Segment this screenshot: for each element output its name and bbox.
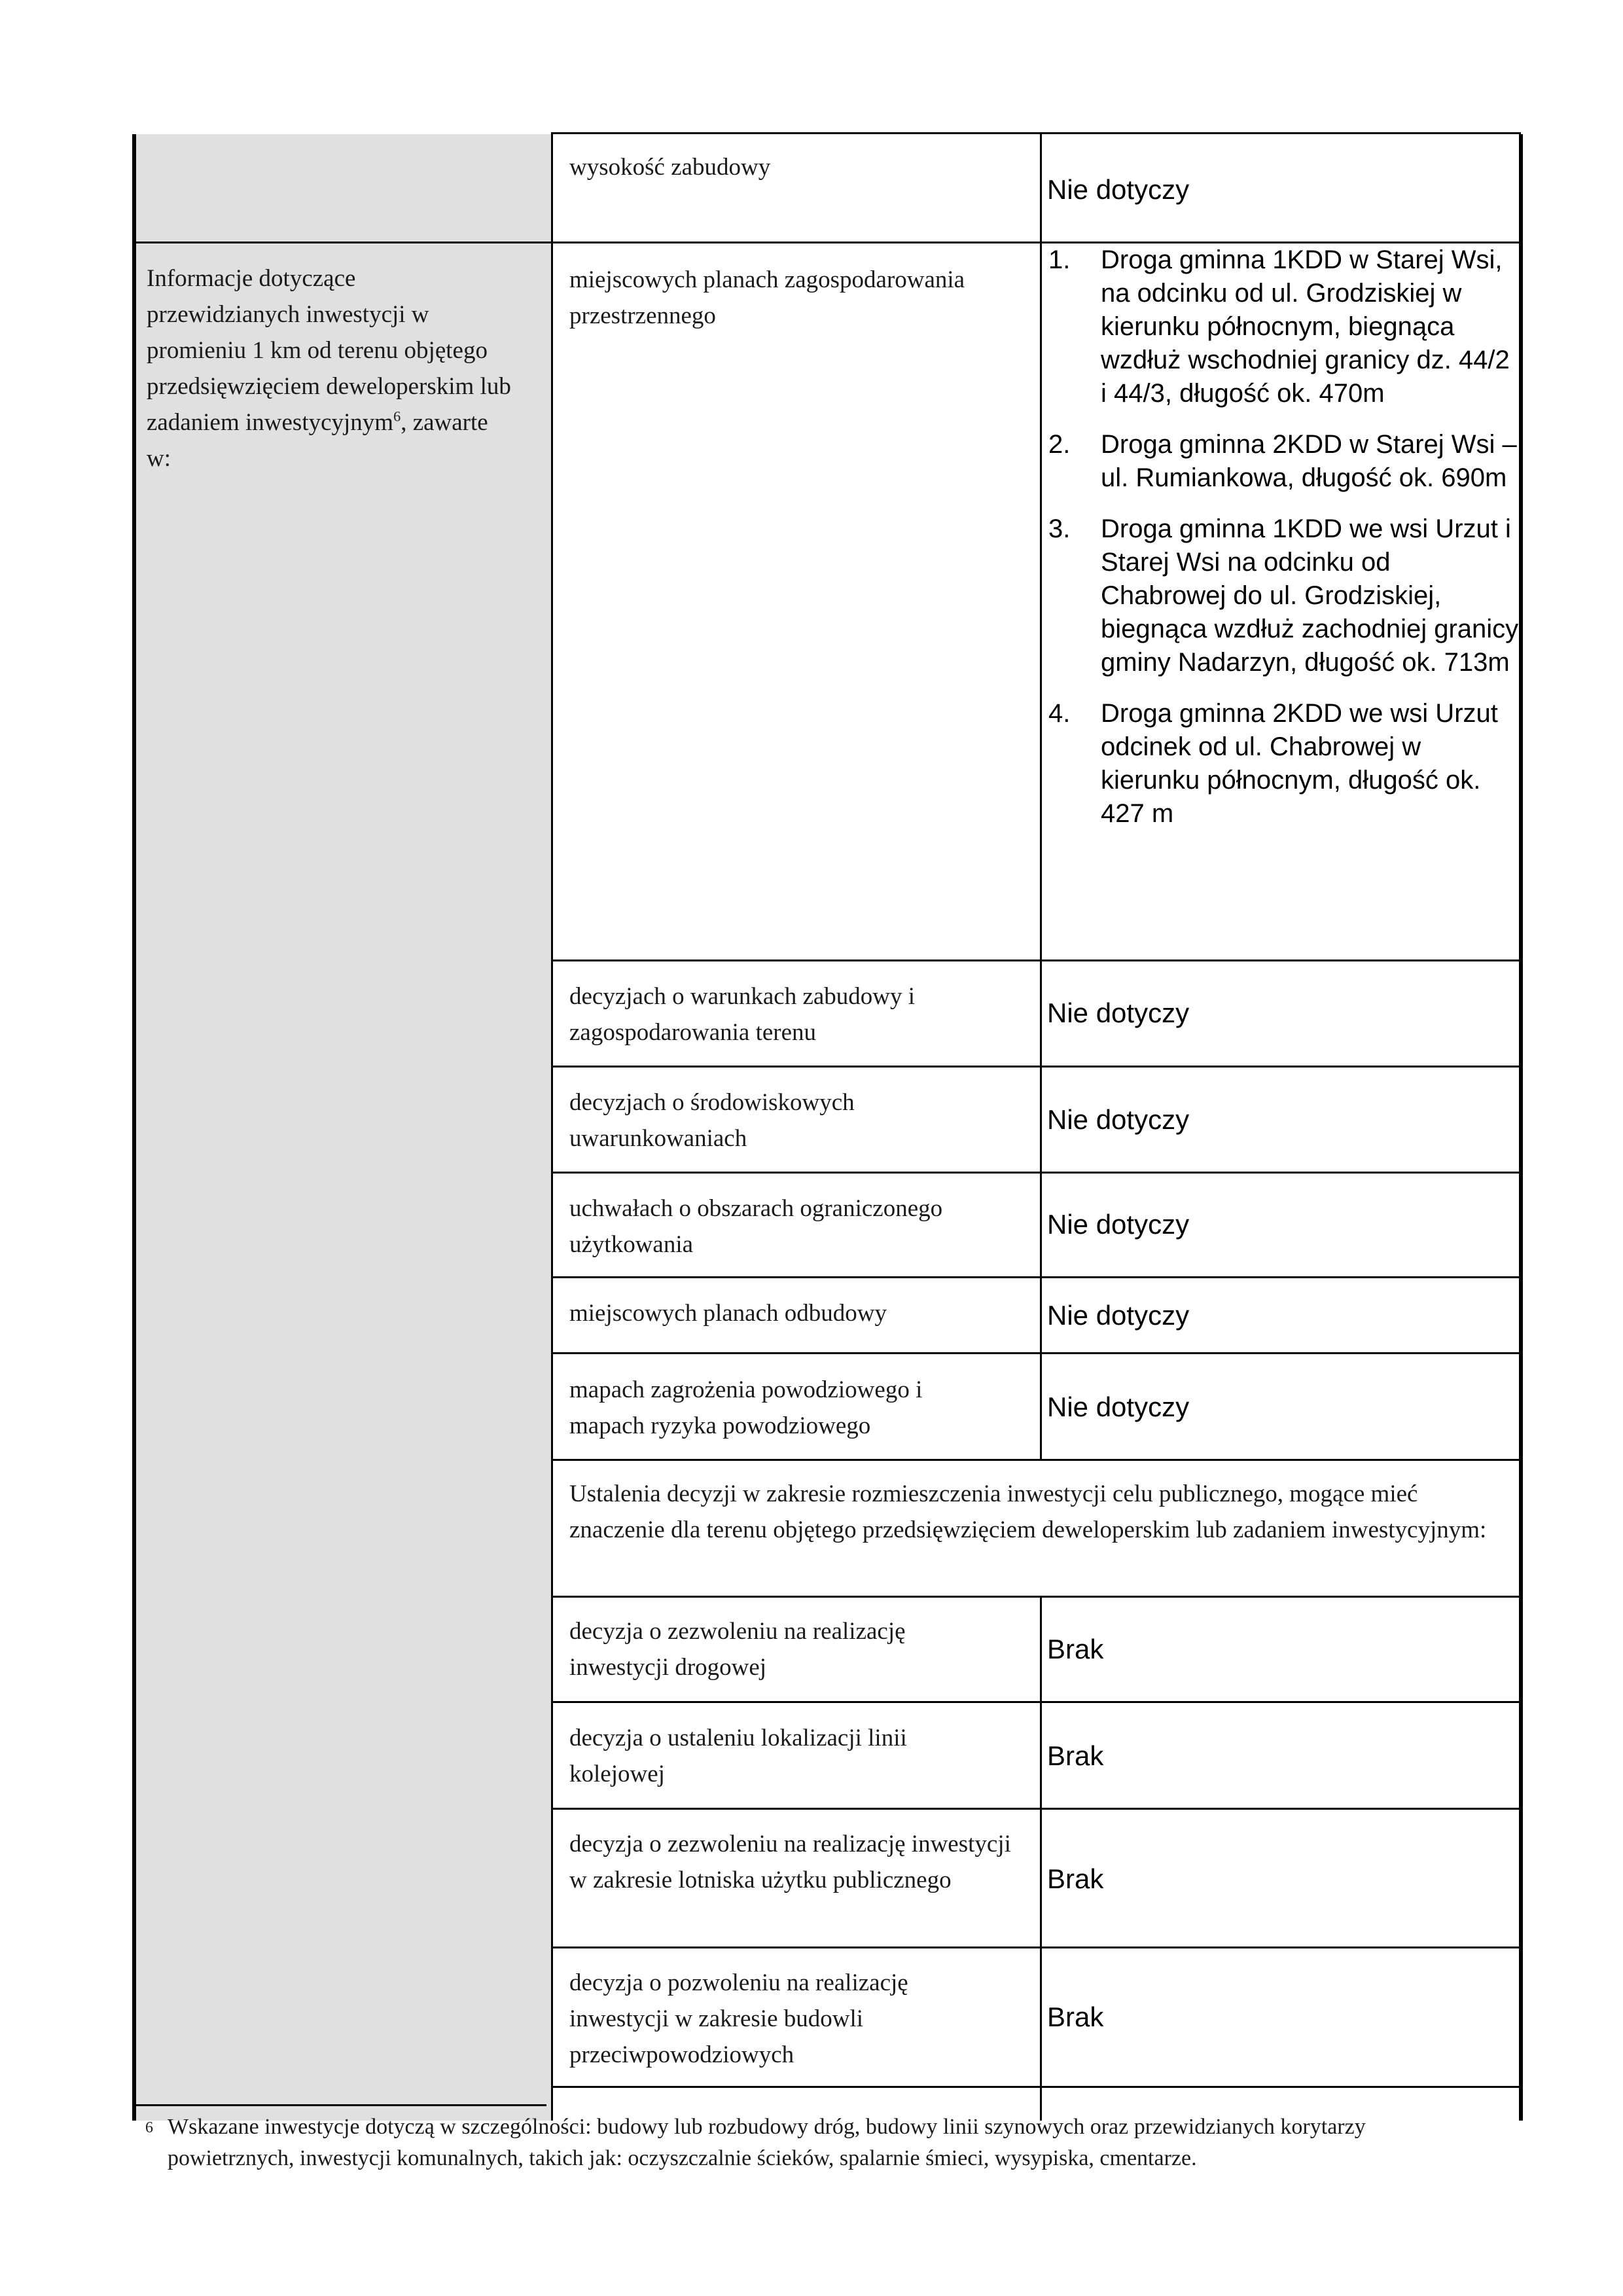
table-row-value: Nie dotyczy (1047, 1209, 1190, 1240)
list-item-text: Droga gminna 2KDD w Starej Wsi – ul. Rumiankowa, długość ok. 690m (1101, 430, 1517, 492)
table-left-border (132, 134, 136, 2121)
row-line-7 (551, 1459, 1521, 1461)
row-line-bottom (551, 2086, 1521, 2088)
row-line-5 (551, 1276, 1521, 1278)
row-line-10 (551, 1808, 1521, 1810)
list-item-number: 2. (1048, 430, 1071, 459)
table-row-label: decyzja o zezwoleniu na realizację inwestycji w zakresie lotniska użytku publicznego (569, 1831, 1011, 1893)
table-row-value: Nie dotyczy (1047, 997, 1190, 1028)
row-line-9 (551, 1701, 1521, 1703)
table-row-label: decyzja o ustaleniu lokalizacji linii kolejowej (569, 1725, 907, 1787)
left-heading-suffix: , zawarte w: (147, 409, 488, 472)
table-row-label: mapach zagrożenia powodziowego i mapach ryzyka powodziowego (569, 1376, 923, 1439)
row-line-2 (551, 960, 1521, 961)
table-row-value: Nie dotyczy (1047, 1104, 1190, 1135)
list-item-text: Droga gminna 1KDD we wsi Urzut i Starej Wsi na odcinku od Chabrowej do ul. Grodziskiej, biegnąca wzdłuż zachodniej granicy gminy Nadarzyn, długość ok. 713m (1101, 514, 1519, 677)
row-line-top (551, 132, 1521, 134)
table-row-label: decyzjach o środowiskowych uwarunkowaniach (569, 1089, 855, 1152)
list-item (1048, 428, 1520, 495)
table-row-label: decyzjach o warunkach zabudowy i zagospodarowania terenu (569, 983, 916, 1046)
row-height-label: wysokość zabudowy (569, 154, 771, 181)
list-item-number: 4. (1048, 699, 1071, 728)
table-row-value: Brak (1047, 2001, 1104, 2032)
left-heading-text: Informacje dotyczące przewidzianych inwestycji w promieniu 1 km od terenu objętego przedsięwzięciem deweloperskim lub zadaniem inwestycyjnym (147, 265, 511, 436)
table-row-label: decyzja o zezwoleniu na realizację inwestycji drogowej (569, 1618, 906, 1681)
table-row-label: decyzja o pozwoleniu na realizację inwestycji w zakresie budowli przeciwpowodziowych (569, 1969, 908, 2068)
row-plans-label: miejscowych planach zagospodarowania przestrzennego (569, 266, 965, 329)
list-item-text: Droga gminna 1KDD w Starej Wsi, na odcinku od ul. Grodziskiej w kierunku północnym, biegnąca wzdłuż wschodniej granicy dz. 44/2 i 44/3, długość ok. 470m (1101, 245, 1510, 408)
row-line-6 (551, 1352, 1521, 1354)
left-heading (147, 260, 513, 476)
row-height-value: Nie dotyczy (1047, 174, 1190, 205)
column-divider-2b (1040, 1598, 1042, 2121)
list-item-text: Droga gminna 2KDD we wsi Urzut odcinek od ul. Chabrowej w kierunku północnym, długość ok. 427 m (1101, 699, 1498, 828)
row-line-3 (551, 1066, 1521, 1067)
list-item (1048, 512, 1520, 679)
list-item-number: 3. (1048, 514, 1071, 543)
row-line-8 (551, 1596, 1521, 1598)
row-line-11 (551, 1946, 1521, 1948)
row-line-4 (551, 1172, 1521, 1174)
list-item (1048, 243, 1520, 410)
public-purpose-heading: Ustalenia decyzji w zakresie rozmieszczenia inwestycji celu publicznego, mogące mieć znaczenie dla terenu objętego przedsięwzięciem deweloperskim lub zadaniem inwestycyjnym: (569, 1480, 1487, 1543)
table-row-label: uchwałach o obszarach ograniczonego użytkowania (569, 1195, 943, 1258)
footnote-number: 6 (145, 2119, 153, 2136)
planned-roads-list (1048, 243, 1520, 848)
table-row-value: Brak (1047, 1740, 1104, 1771)
table-row-value: Brak (1047, 1863, 1104, 1894)
table-row-value: Nie dotyczy (1047, 1391, 1190, 1422)
table-row-value: Nie dotyczy (1047, 1300, 1190, 1331)
list-item (1048, 697, 1520, 831)
list-item-number: 1. (1048, 245, 1071, 274)
table-row-value: Brak (1047, 1634, 1104, 1664)
footnote-separator (134, 2104, 546, 2106)
column-divider-2 (1040, 134, 1042, 1459)
column-divider-1 (551, 134, 553, 2121)
table-row-label: miejscowych planach odbudowy (569, 1300, 887, 1327)
footnote-reference: 6 (393, 408, 401, 425)
footnote-text: Wskazane inwestycje dotyczą w szczególności: budowy lub rozbudowy dróg, budowy linii szynowych oraz przewidzianych korytarzy powietrznych, inwestycji komunalnych, takich jak: oczyszczalnie ścieków, spalarnie śmieci, wysypiska, cmentarze. (168, 2115, 1366, 2170)
